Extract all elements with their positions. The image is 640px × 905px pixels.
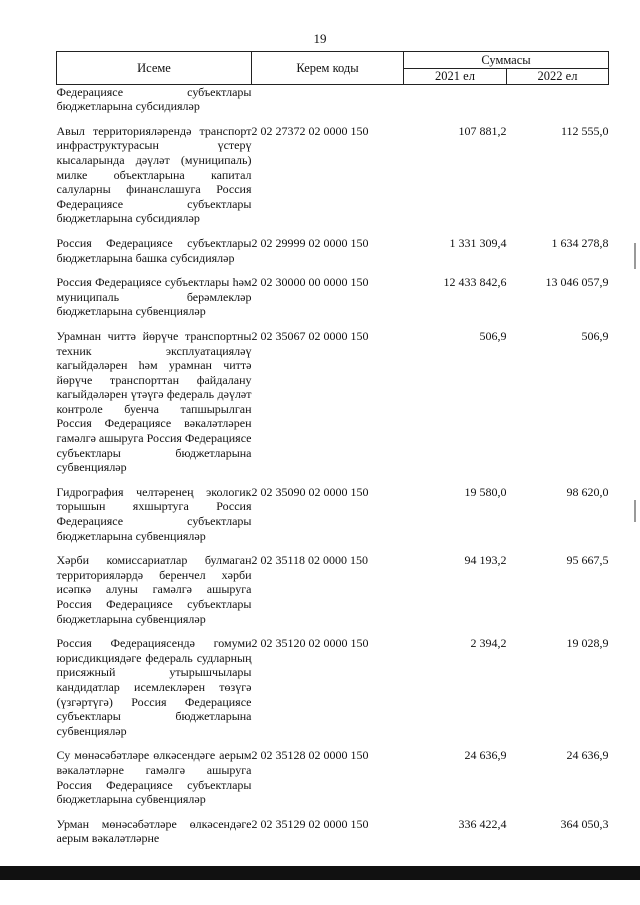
row-code: 2 02 35129 02 0000 150 (251, 816, 369, 831)
row-value-2021: 19 580,0 (464, 484, 507, 499)
row-value-2021: 107 881,2 (458, 123, 507, 138)
row-value-2021: 94 193,2 (464, 553, 507, 568)
budget-table (56, 51, 609, 856)
header-amounts: Суммасы (404, 52, 609, 69)
row-value-2022: 24 636,9 (566, 748, 609, 763)
row-value-2022: 112 555,0 (560, 123, 609, 138)
row-name: Россия Федерациясе субъектлары бюджетларына башка субсидияләр (56, 235, 252, 265)
row-value-2021: 12 433 842,6 (443, 275, 507, 290)
row-name: Урамнан читтә йөрүче транспортны техник эксплуатацияләү кагыйдәләрен һәм урамнан читтә йөрүче транспорттан файдалану кагыйдәләрен үтәүгә федераль дәүләт контроле буенча тапшырылган Россия Федерациясе вәкаләтләрен гамәлгә ашыруга Россия Федерациясе субъектлары бюджетларына субвенцияләр (56, 328, 252, 475)
table-row (57, 275, 609, 329)
row-value-2022: 13 046 057,9 (545, 275, 609, 290)
row-value-2022: 19 028,9 (566, 636, 609, 651)
header-name: Исеме (57, 52, 252, 85)
row-code: 2 02 35118 02 0000 150 (251, 553, 369, 568)
row-code: 2 02 35090 02 0000 150 (251, 484, 369, 499)
header-year-2021: 2021 ел (404, 69, 507, 85)
row-value-2022 (507, 84, 609, 124)
row-name: Урман мөнәсәбәтләре өлкәсендәге аерым вәкаләтләрне (56, 816, 252, 846)
table-row (57, 636, 609, 748)
row-code: 2 02 27372 02 0000 150 (251, 123, 369, 138)
row-code: 2 02 35128 02 0000 150 (251, 748, 369, 763)
row-name: Федерациясе субъектлары бюджетларына субсидияләр (56, 84, 252, 114)
table-row (57, 124, 609, 236)
row-name: Хәрби комиссариатлар булмаган территорияләрдә беренчел хәрби исәпкә алуны гамәлгә ашыруга Россия Федерациясе субъектлары бюджетларына субвенцияләр (56, 553, 252, 626)
row-value-2022: 98 620,0 (566, 484, 609, 499)
header-year-2022: 2022 ел (507, 69, 609, 85)
row-name: Су мөнәсәбәтләре өлкәсендәге аерым вәкаләтләрне гамәлгә ашыруга Россия Федерациясе субъектлары бюджетларына субвенцияләр (56, 748, 252, 807)
row-value-2022: 364 050,3 (560, 816, 609, 831)
row-code: 2 02 29999 02 0000 150 (251, 235, 369, 250)
row-value-2021: 24 636,9 (464, 748, 507, 763)
row-name: Россия Федерациясендә гомуми юрисдикциядәге федераль судларның присяжный утырышчылары кандидатлар исемлекләрен төзүгә (үзгәртүгә) Россия Федерациясе субъектлары бюджетларына субвенцияләр (56, 636, 252, 738)
table-row (57, 329, 609, 485)
row-value-2021 (404, 84, 507, 124)
row-name: Россия Федерациясе субъектлары һәм муниципаль берәмлекләр бюджетларына субвенцияләр (56, 275, 252, 319)
row-value-2022: 1 634 278,8 (551, 235, 609, 250)
table-row (57, 236, 609, 275)
table-row (57, 748, 609, 816)
row-code (252, 84, 404, 124)
row-name: Авыл территорияләрендә транспорт инфраструктурасын үстерү кысаларында дәүләт (муниципаль) милке объектларына капитал салуларны финанслашуга Россия Федерациясе субъектлары бюджетларына субсидияләр (56, 123, 252, 226)
scan-edge-mark (634, 500, 636, 522)
row-value-2021: 506,9 (479, 328, 507, 343)
row-value-2021: 1 331 309,4 (449, 235, 507, 250)
scan-bottom-border (0, 866, 640, 880)
row-name: Гидрография челтәренең экологик торышын яхшыртуга Россия Федерациясе субъектлары бюджетларына субвенцияләр (56, 484, 252, 543)
header-code: Керем коды (252, 52, 404, 85)
table-row (57, 84, 609, 124)
page-number: 19 (313, 31, 327, 46)
table-row (57, 485, 609, 553)
row-value-2021: 336 422,4 (458, 816, 507, 831)
row-value-2022: 95 667,5 (566, 553, 609, 568)
scan-edge-mark (634, 243, 636, 269)
row-code: 2 02 30000 00 0000 150 (251, 275, 369, 290)
row-code: 2 02 35067 02 0000 150 (251, 328, 369, 343)
row-value-2022: 506,9 (581, 328, 609, 343)
row-code: 2 02 35120 02 0000 150 (251, 636, 369, 651)
row-value-2021: 2 394,2 (470, 636, 507, 651)
table-row (57, 553, 609, 636)
table-row (57, 817, 609, 856)
